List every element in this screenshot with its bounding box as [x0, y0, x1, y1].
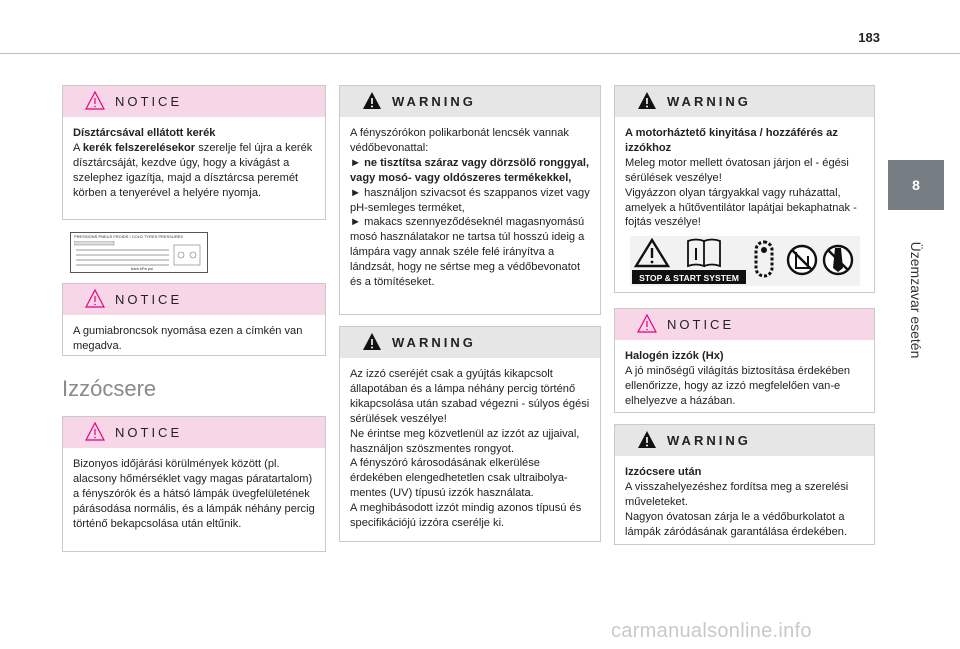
warning-text: A meghibásodott izzót mindig azonos típusú és specifikációjú izzóra cserélje ki.	[350, 502, 582, 530]
warning-title: WARNING	[392, 335, 476, 350]
watermark: carmanualsonline.info	[611, 620, 812, 642]
bullet-text: használjon szivacsot és szappanos vizet vagy pH-semleges terméket,	[350, 186, 590, 214]
warning-after-bulb-change	[614, 424, 875, 545]
bold-inline: kerék felszerelésekor	[82, 141, 196, 154]
chapter-title: Üzemzavar esetén	[908, 241, 924, 359]
warning-triangle-icon	[362, 91, 382, 110]
notice-text: A jó minőségű világítás biztosítása érdekében ellenőrizze, hogy az izzó megfelelően van-e elhelyezve a házában.	[625, 364, 851, 407]
tyre-label-line3: bars kPa psi	[131, 266, 154, 271]
text-prefix: A	[73, 141, 83, 154]
warning-text: Nagyon óvatosan zárja le a védőburkolatot a lámpák záródásának garantálása érdekében.	[625, 510, 848, 538]
warning-triangle-icon	[637, 91, 657, 110]
notice-triangle-icon	[85, 91, 105, 110]
notice-text: A gumiabroncsok nyomása ezen a címkén van megadva.	[73, 325, 303, 352]
warning-triangle-icon	[362, 332, 382, 351]
stop-start-label: STOP & START SYSTEM	[639, 273, 739, 283]
notice-text: szerelje fel újra a kerék dísztárcsáját, kezdve úgy, hogy a kivágást a szelephez igazítja, majd a dísztárcsa peremét körben a tenyerével a helyére nyomja.	[73, 141, 313, 199]
bullet-bold: ne tisztítsa száraz vagy dörzsölő ronggyal, vagy mosó- vagy oldószeres termékekkel,	[350, 156, 590, 184]
notice-triangle-icon	[85, 422, 105, 441]
notice-body	[63, 448, 325, 540]
notice-bold-title: Halogén izzók (Hx)	[625, 350, 724, 362]
warning-text: A visszahelyezéshez fordítsa meg a szerelési műveleteket.	[625, 480, 849, 508]
notice-body	[615, 340, 874, 417]
warning-bold-title: Izzócsere után	[625, 466, 702, 478]
bullet-arrow: ►	[350, 216, 361, 229]
notice-condensation	[62, 416, 326, 552]
warning-text: A fényszóró károsodásának elkerülése érdekében elengedhetetlen csak ultraibolya-mentes (UV) típusú izzók használata.	[350, 457, 568, 500]
notice-bold-title: Dísztárcsával ellátott kerék	[73, 127, 216, 139]
warning-intro: A fényszórókon polikarbonát lencsék vannak védőbevonattal:	[350, 127, 569, 154]
warning-body	[340, 358, 600, 539]
safety-icons-strip	[630, 236, 860, 286]
warning-bulb-change	[339, 326, 601, 542]
bullet-arrow: ►	[350, 156, 361, 169]
warning-title: WARNING	[392, 94, 476, 109]
warning-body	[615, 117, 874, 238]
notice-title: NOTICE	[667, 317, 735, 332]
notice-triangle-icon	[85, 289, 105, 308]
warning-title: WARNING	[667, 433, 751, 448]
warning-title: WARNING	[667, 94, 751, 109]
section-title: Izzócsere	[62, 376, 157, 401]
warning-bold-title: A motorháztető kinyitása / hozzáférés az izzókhoz	[625, 127, 838, 154]
notice-hubcap	[62, 85, 326, 220]
notice-body	[63, 315, 325, 362]
warning-text: Vigyázzon olyan tárgyakkal vagy ruházattal, amelyek a hűtőventilátor lapátjai bekaphatnak - fojtás veszélye!	[625, 186, 857, 229]
warning-header	[340, 327, 600, 358]
no-tie-icon	[824, 246, 852, 274]
notice-header	[63, 86, 325, 117]
header-rule	[0, 53, 960, 54]
page-number: 183	[858, 30, 880, 45]
notice-triangle-icon	[637, 314, 657, 333]
notice-title: NOTICE	[115, 94, 183, 109]
warning-triangle-icon	[637, 430, 657, 449]
chapter-tab[interactable]: 8	[888, 160, 944, 210]
warning-header	[615, 425, 874, 456]
notice-header	[615, 309, 874, 340]
notice-header	[63, 417, 325, 448]
notice-body	[63, 117, 325, 209]
tyre-pressure-label-image	[70, 232, 208, 273]
notice-text: Bizonyos időjárási körülmények között (pl. alacsony hőmérséklet vagy magas páratartalom) a fényszórók és a hátsó lámpák üvegfelületének párásodása normális, és a lámpák néhány percig történő bekapcsolása után eltűnik.	[73, 458, 315, 530]
warning-body	[340, 117, 600, 298]
warning-header	[340, 86, 600, 117]
bullet-text: makacs szennyeződéseknél magasnyomású mosó használatakor ne tartsa túl hosszú ideig a lámpára vagy annak széle felé irányítva a lándzsát, hogy ne sértse meg a védőbevonatot és a tömítéseket.	[350, 216, 585, 289]
warning-polycarbonate	[339, 85, 601, 315]
warning-text: Meleg motor mellett óvatosan járjon el - égési sérülések veszélye!	[625, 156, 849, 184]
warning-text: Az izzó cseréjét csak a gyújtás kikapcsolt állapotában és a lámpa néhány percig történő kikapcsolása után szabad végezni - súlyos égési sérülések veszélye!	[350, 368, 590, 425]
warning-body	[615, 456, 874, 548]
no-hands-icon	[788, 246, 816, 274]
warning-header	[615, 86, 874, 117]
notice-header	[63, 284, 325, 315]
notice-title: NOTICE	[115, 425, 183, 440]
safety-pictograms	[630, 236, 860, 286]
tyre-label-line1: PRESSIONS PNEUS FROIDS / COLD TYRES PRESSURES	[74, 234, 184, 239]
notice-tyre-label	[62, 283, 326, 356]
notice-title: NOTICE	[115, 292, 183, 307]
bullet-arrow: ►	[350, 186, 361, 199]
warning-text: Ne érintse meg közvetlenül az izzót az ujjaival, használjon szöszmentes rongyot.	[350, 427, 580, 455]
notice-halogen	[614, 308, 875, 413]
